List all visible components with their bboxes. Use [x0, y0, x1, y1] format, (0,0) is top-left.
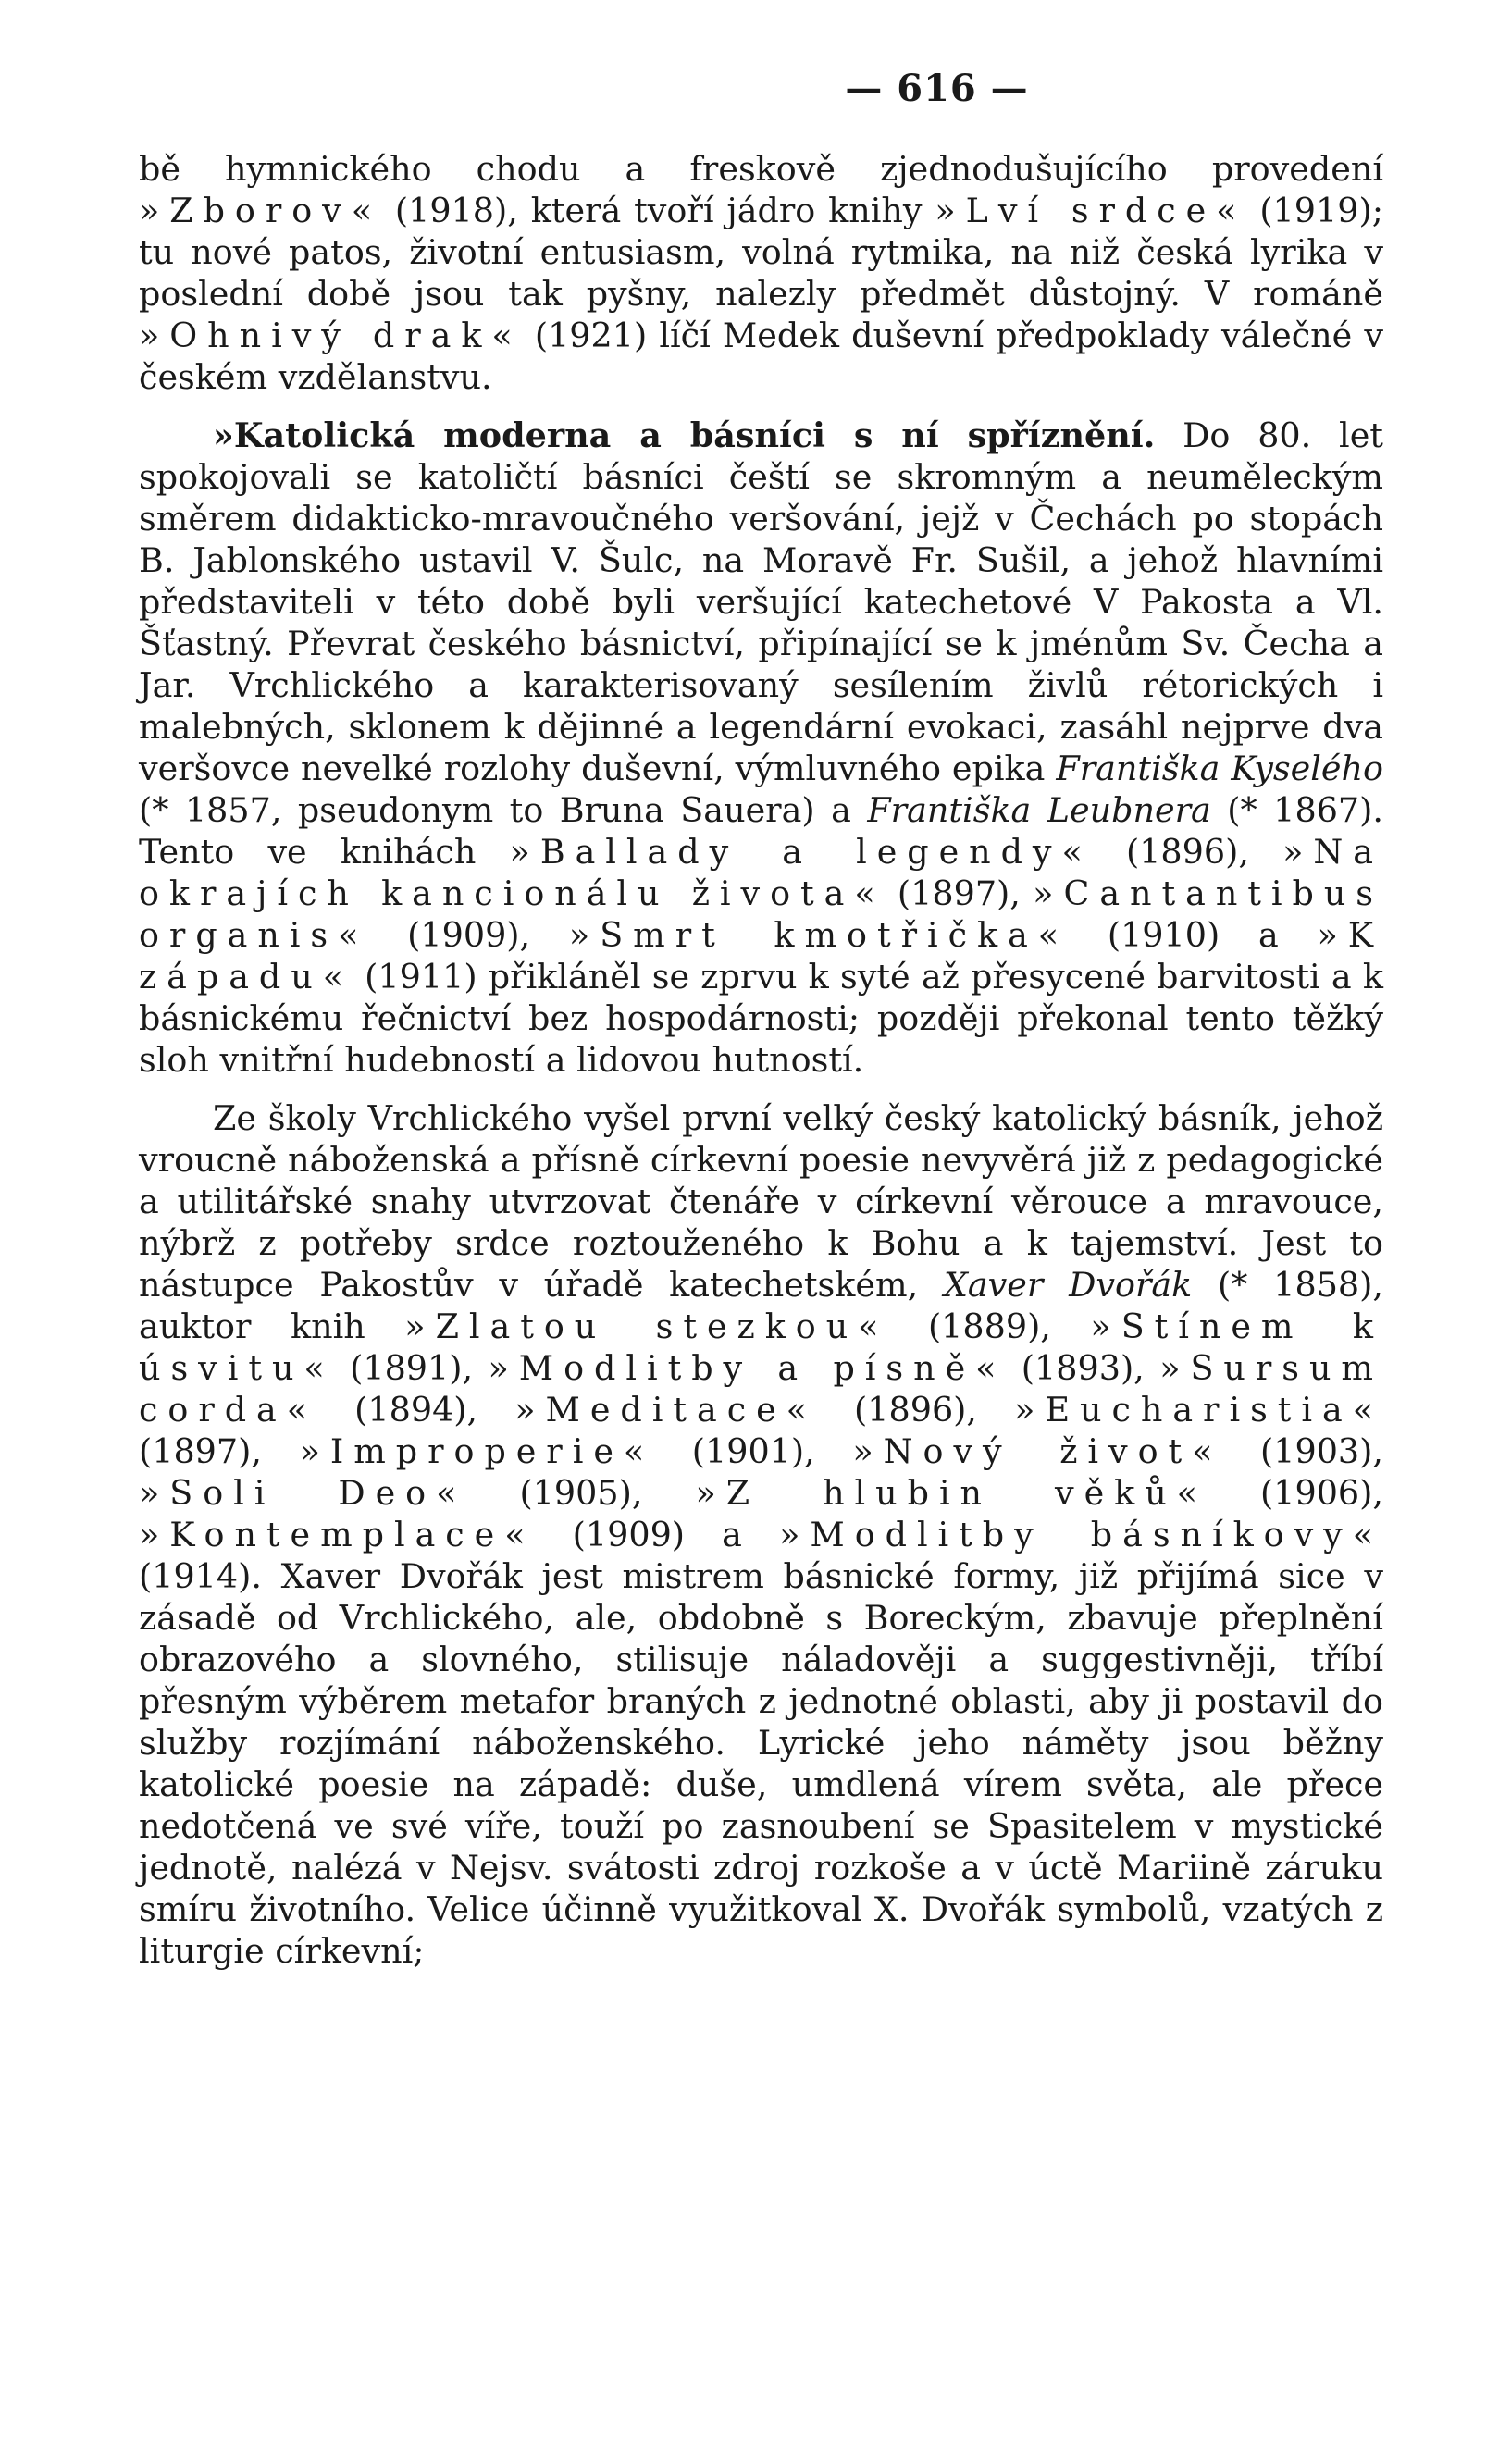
text-run: (1901),: [654, 1431, 853, 1471]
text-run: »Meditace«: [514, 1390, 817, 1430]
text-run: »Stínem k úsvitu«: [139, 1306, 1383, 1388]
text-run: Do 80. let spokojovali se katoličtí básníci čeští se skromným a neuměleckým směrem didakticko-mravoučného veršování, jejž v Čechách po stopách B. Jablonského ustavil V. Šulc, na Moravě Fr. Sušil, a jehož hlavními představiteli v této době byli veršující katechetové V Pakosta a Vl. Šťastný. Převrat českého básnictví, připínající se k jménům Sv. Čecha a Jar. Vrchlického a karakterisovaný sesílením živlů rétorických i malebných, sklonem k dějinné a legendární evokaci, zasáhl nejprve dva veršovce nevelké rozlohy duševní, výmluvného epika: [139, 415, 1383, 788]
text-run: (1893),: [1006, 1348, 1160, 1388]
text-run: (* 1867). Tento ve knihách: [139, 790, 1383, 872]
text-run: »Lví srdce«: [935, 191, 1247, 230]
text-run: »Smrt kmotřička«: [568, 915, 1070, 955]
text-run: (1891),: [334, 1348, 489, 1388]
text-run: »Modlitby básníkovy«: [779, 1515, 1383, 1554]
paragraph-xaver-dvorak: [139, 1097, 1383, 1972]
text-run: »Eucharistia«: [1014, 1390, 1383, 1430]
text-run: »K západu«: [139, 915, 1383, 997]
text-run: (1921) líčí Medek duševní předpoklady válečné v českém vzdělanstvu.: [139, 316, 1384, 397]
text-run: (1889),: [888, 1306, 1091, 1346]
text-run: »Cantantibus organis«: [139, 873, 1383, 955]
text-run: »Improperie«: [299, 1431, 655, 1471]
text-run: (1911) přikláněl se zprvu k syté až přesycené barvitosti a k básnickému řečnictví bez hospodárnosti; později překonal tento těžký sloh vnitřní hudebností a lidovou hutností.: [139, 957, 1383, 1080]
text-run: »Sursum corda«: [139, 1348, 1383, 1430]
body-text: [139, 148, 1383, 1972]
text-run: (1897),: [139, 1431, 300, 1471]
book-page: [139, 65, 1383, 1972]
text-run: (1906),: [1207, 1473, 1383, 1513]
text-run: (* 1857, pseudonym to Bruna Sauera) a: [139, 790, 868, 830]
text-run: (1909),: [368, 915, 569, 955]
text-run: »Ballady a legendy«: [509, 832, 1093, 872]
text-run: »Na okrajích kancionálu života«: [139, 832, 1383, 913]
text-run: »Zborov«: [139, 191, 383, 230]
text-run: (1896),: [816, 1390, 1015, 1430]
text-run: (1894),: [317, 1390, 515, 1430]
text-run: »Kontemplace«: [139, 1515, 536, 1554]
text-run: (1919); tu nové patos, životní entusiasm, volná rytmika, na niž česká lyrika v poslední době jsou tak pyšny, nalezly předmět důstojný. V románě: [139, 191, 1383, 314]
text-run: bě hymnického chodu a freskově zjednodušujícího provedení: [139, 149, 1383, 189]
text-run: (1918), která tvoří jádro knihy: [382, 191, 935, 230]
page-number: — 616 —: [845, 67, 1029, 110]
text-run: »Soli Deo«: [139, 1473, 467, 1513]
text-run: »Modlitby a písně«: [488, 1348, 1007, 1388]
text-run: (1910) a: [1069, 915, 1318, 955]
text-run: (1897),: [885, 873, 1034, 913]
text-run: (1903),: [1222, 1431, 1383, 1471]
text-run: »Katolická moderna a básníci s ní spříznění.: [213, 415, 1156, 455]
text-run: »Zlatou stezkou«: [404, 1306, 889, 1346]
text-run: Františka Kyselého: [1056, 749, 1383, 788]
text-run: (* 1858), auktor knih: [139, 1265, 1383, 1346]
text-run: »Nový život«: [852, 1431, 1223, 1471]
text-run: »Z hlubin věků«: [695, 1473, 1208, 1513]
text-run: (1909) a: [535, 1515, 780, 1554]
text-run: Xaver Dvořák: [943, 1265, 1193, 1305]
text-run: (1896),: [1092, 832, 1283, 872]
text-run: »Ohnivý drak«: [139, 316, 523, 355]
text-run: (1905),: [466, 1473, 696, 1513]
text-run: Ze školy Vrchlického vyšel první velký český katolický básník, jehož vroucně náboženská a přísně církevní poesie nevyvěrá již z pedagogické a utilitářské snahy utvrzovat čtenáře v církevní věrouce a mravouce, nýbrž z potřeby srdce roztouženého k Bohu a k tajemství. Jest to nástupce Pakostův v úřadě katechetském,: [139, 1098, 1383, 1305]
paragraph-medek-continuation: [139, 148, 1383, 398]
text-run: Františka Leubnera: [867, 790, 1211, 830]
paragraph-katolicka-moderna: [139, 415, 1383, 1081]
text-run: (1914). Xaver Dvořák jest mistrem básnické formy, již přijímá sice v zásadě od Vrchlického, ale, obdobně s Boreckým, zbavuje přeplnění obrazového a slovného, stilisuje náladověji a suggestivněji, tříbí přesným výběrem metafor braných z jednotné oblasti, aby ji postavil do služby rozjímání náboženského. Lyrické jeho náměty jsou běžny katolické poesie na západě: duše, umdlená vírem světa, ale přece nedotčená ve své víře, touží po zasnoubení se Spasitelem v mystické jednotě, nalézá v Nejsv. svátosti zdroj rozkoše a v úctě Mariině záruku smíru životního. Velice účinně využitkoval X. Dvořák symbolů, vzatých z liturgie církevní;: [139, 1556, 1383, 1971]
